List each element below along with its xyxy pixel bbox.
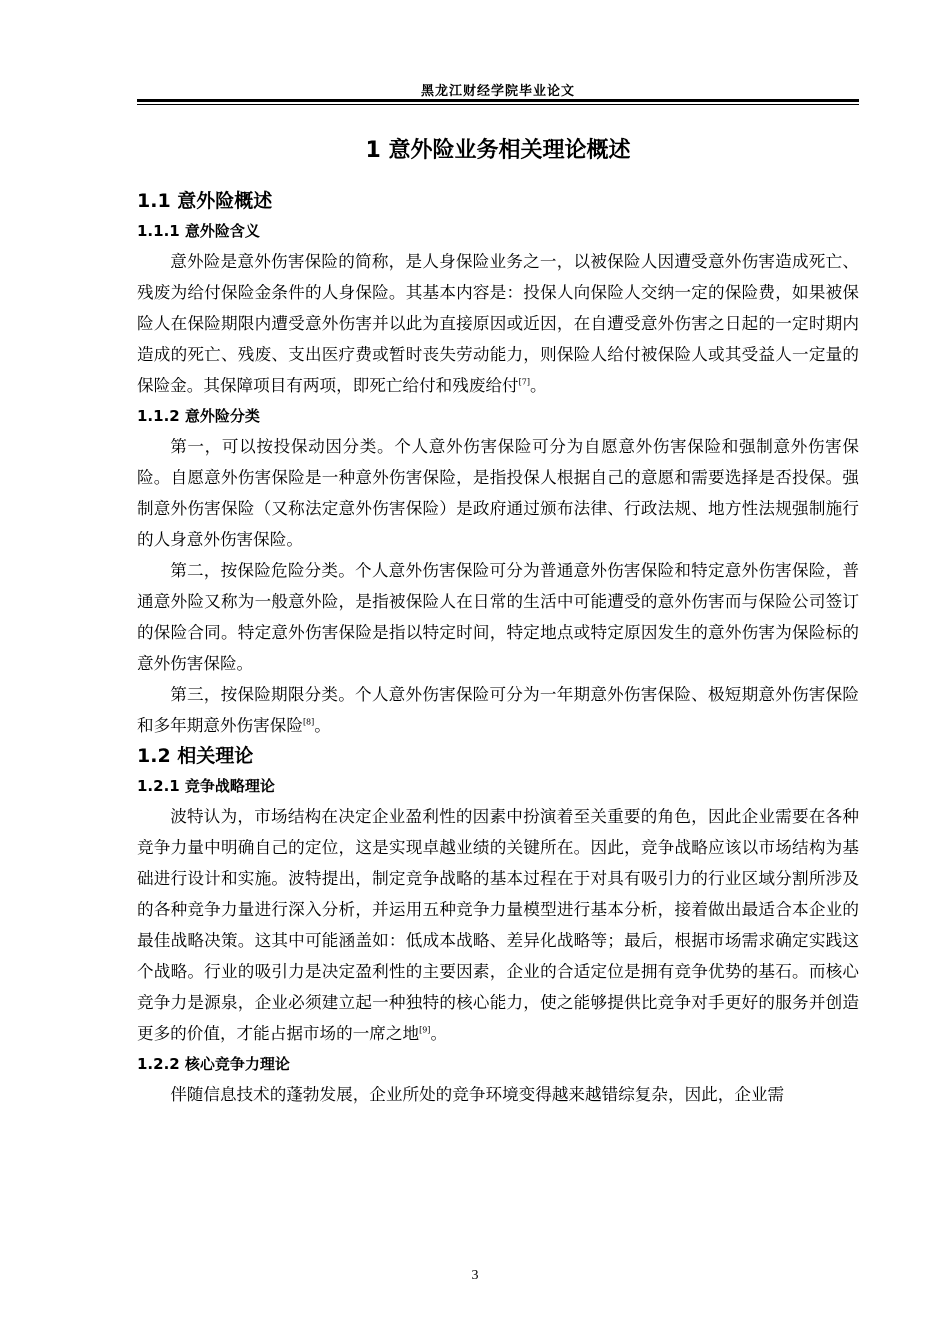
paragraph: 波特认为，市场结构在决定企业盈利性的因素中扮演着至关重要的角色，因此企业需要在各种竞争力量中明确自己的定位，这是实现卓越业绩的关键所在。因此，竞争战略应该以市场结构为基础进行设计和实施。波特提出，制定竞争战略的基本过程在于对具有吸引力的行业区域分割所涉及的各种竞争力量进行深入分析，并运用五种竞争力量模型进行基本分析，接着做出最适合本企业的最佳战略决策。这其中可能涵盖如：低成本战略、差异化战略等；最后，根据市场需求确定实践这个战略。行业的吸引力是决定盈利性的主要因素，企业的合适定位是拥有竞争优势的基石。而核心竞争力是源泉，企业必须建立起一种独特的核心能力，使之能够提供比竞争对手更好的服务并创造更多的价值，才能占据市场的一席之地[9]。 [137, 807, 859, 1043]
citation-ref: [7] [518, 377, 530, 387]
running-header: 黑龙江财经学院毕业论文 [420, 84, 575, 99]
section-title: 1.2 相关理论 [137, 745, 254, 767]
paragraph: 伴随信息技术的蓬勃发展，企业所处的竞争环境变得越来越错综复杂，因此，企业需 [170, 1085, 785, 1104]
subsection-title: 1.2.2 核心竞争力理论 [137, 1055, 290, 1073]
header-rule-thin [137, 104, 859, 105]
chapter-title: 1 意外险业务相关理论概述 [365, 138, 631, 163]
paragraph: 第三，按保险期限分类。个人意外伤害保险可分为一年期意外伤害保险、极短期意外伤害保险和多年期意外伤害保险[8]。 [137, 685, 859, 735]
paragraph: 第二，按保险危险分类。个人意外伤害保险可分为普通意外伤害保险和特定意外伤害保险，普通意外险又称为一般意外险，是指被保险人在日常的生活中可能遭受的意外伤害而与保险公司签订的保险合同。特定意外伤害保险是指以特定时间，特定地点或特定原因发生的意外伤害为保险标的意外伤害保险。 [137, 561, 859, 673]
paragraph: 第一，可以按投保动因分类。个人意外伤害保险可分为自愿意外伤害保险和强制意外伤害保险。自愿意外伤害保险是一种意外伤害保险，是指投保人根据自己的意愿和需要选择是否投保。强制意外伤害保险（又称法定意外伤害保险）是政府通过颁布法律、行政法规、地方性法规强制施行的人身意外伤害保险。 [137, 437, 859, 549]
subsection-title: 1.1.2 意外险分类 [137, 407, 260, 425]
section-title: 1.1 意外险概述 [137, 190, 273, 212]
paragraph: 意外险是意外伤害保险的简称，是人身保险业务之一，以被保险人因遭受意外伤害造成死亡、残废为给付保险金条件的人身保险。其基本内容是：投保人向保险人交纳一定的保险费，如果被保险人在保险期限内遭受意外伤害并以此为直接原因或近因，在自遭受意外伤害之日起的一定时期内造成的死亡、残废、支出医疗费或暂时丧失劳动能力，则保险人给付被保险人或其受益人一定量的保险金。其保障项目有两项，即死亡给付和残废给付[7]。 [137, 252, 859, 395]
header-rule-thick [137, 99, 859, 102]
subsection-title: 1.1.1 意外险含义 [137, 222, 260, 240]
page-content [137, 128, 859, 1110]
page-number: 3 [471, 1268, 479, 1283]
citation-ref: [9] [419, 1025, 431, 1035]
citation-ref: [8] [302, 717, 315, 727]
subsection-title: 1.2.1 竞争战略理论 [137, 777, 275, 795]
